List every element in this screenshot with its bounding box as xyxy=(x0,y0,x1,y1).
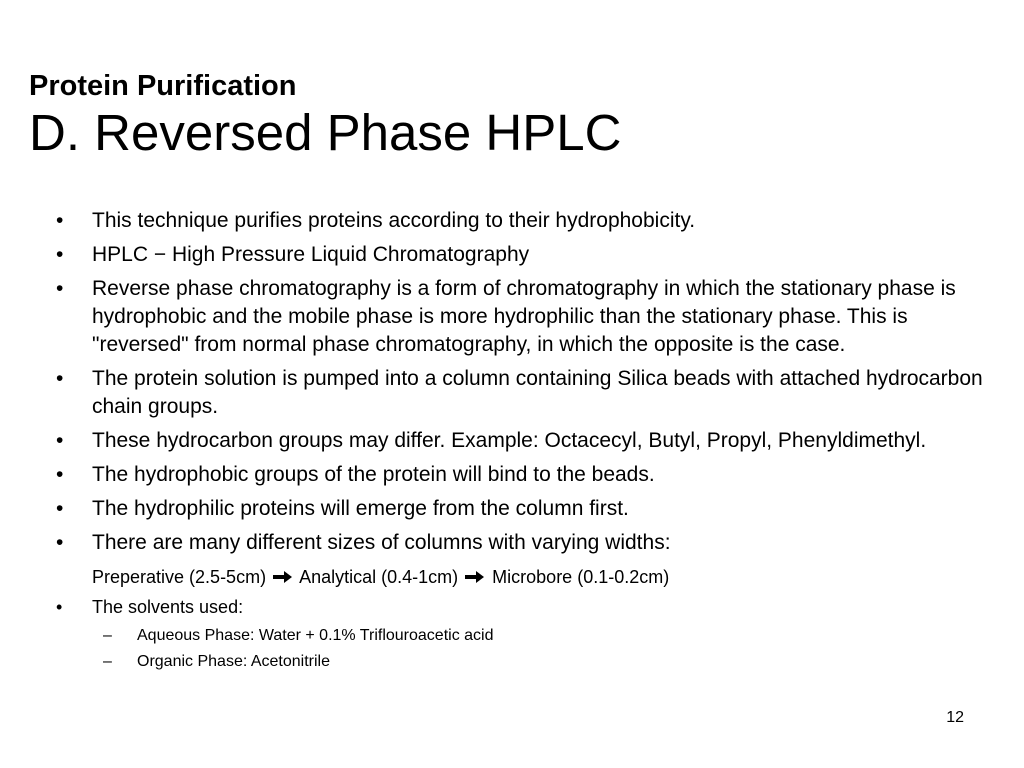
sub-bullet-item xyxy=(0,651,1024,673)
slide-title-subtopic: D. Reversed Phase HPLC xyxy=(29,104,622,161)
bullet-mark: • xyxy=(56,497,64,520)
bullet-item xyxy=(0,365,1024,421)
bullet-text: The solvents used: xyxy=(92,597,244,617)
slide-title xyxy=(29,68,989,162)
bullet-item xyxy=(0,495,1024,523)
bullet-list xyxy=(0,207,1024,677)
bullet-mark: • xyxy=(56,463,64,486)
column-size-preparative: Preperative (2.5-5cm) xyxy=(92,567,267,587)
bullet-mark: • xyxy=(56,429,64,452)
bullet-mark: • xyxy=(56,531,64,554)
bullet-item xyxy=(0,275,1024,359)
bullet-mark: • xyxy=(56,243,64,266)
column-sizes-line xyxy=(0,565,1024,589)
bullet-mark: • xyxy=(56,209,64,232)
bullet-text: These hydrocarbon groups may differ. Example: Octacecyl, Butyl, Propyl, Phenyldimethyl. xyxy=(92,429,927,452)
bullet-item xyxy=(0,529,1024,557)
right-arrow-icon xyxy=(273,570,293,584)
bullet-mark: • xyxy=(56,597,63,617)
bullet-text: There are many different sizes of columns with varying widths: xyxy=(92,531,671,554)
bullet-text: Reverse phase chromatography is a form of chromatography in which the stationary phase is hydrophobic and the mobile phase is more hydrophilic than the stationary phase. This is "reversed" from normal phase chromatography, in which the opposite is the case. xyxy=(92,277,956,356)
sub-bullet-text: Aqueous Phase: Water + 0.1% Triflouroacetic acid xyxy=(137,627,494,644)
bullet-text: The hydrophobic groups of the protein will bind to the beads. xyxy=(92,463,655,486)
right-arrow-icon xyxy=(465,570,485,584)
sub-bullet-item xyxy=(0,625,1024,647)
bullet-text: The protein solution is pumped into a column containing Silica beads with attached hydrocarbon chain groups. xyxy=(92,367,983,418)
bullet-item xyxy=(0,461,1024,489)
sub-bullet-mark: – xyxy=(103,653,112,670)
column-size-analytical: Analytical (0.4-1cm) xyxy=(299,567,459,587)
bullet-item xyxy=(0,207,1024,235)
sub-bullet-text: Organic Phase: Acetonitrile xyxy=(137,653,330,670)
bullet-mark: • xyxy=(56,277,64,300)
sub-bullet-mark: – xyxy=(103,627,112,644)
page-number: 12 xyxy=(946,709,964,726)
bullet-text: This technique purifies proteins according to their hydrophobicity. xyxy=(92,209,696,232)
slide-title-topic: Protein Purification xyxy=(29,70,297,102)
bullet-item xyxy=(0,241,1024,269)
bullet-mark: • xyxy=(56,367,64,390)
bullet-text: HPLC − High Pressure Liquid Chromatography xyxy=(92,243,530,266)
bullet-item xyxy=(0,427,1024,455)
column-size-microbore: Microbore (0.1-0.2cm) xyxy=(492,567,670,587)
bullet-item xyxy=(0,595,1024,619)
bullet-text: The hydrophilic proteins will emerge from the column first. xyxy=(92,497,629,520)
